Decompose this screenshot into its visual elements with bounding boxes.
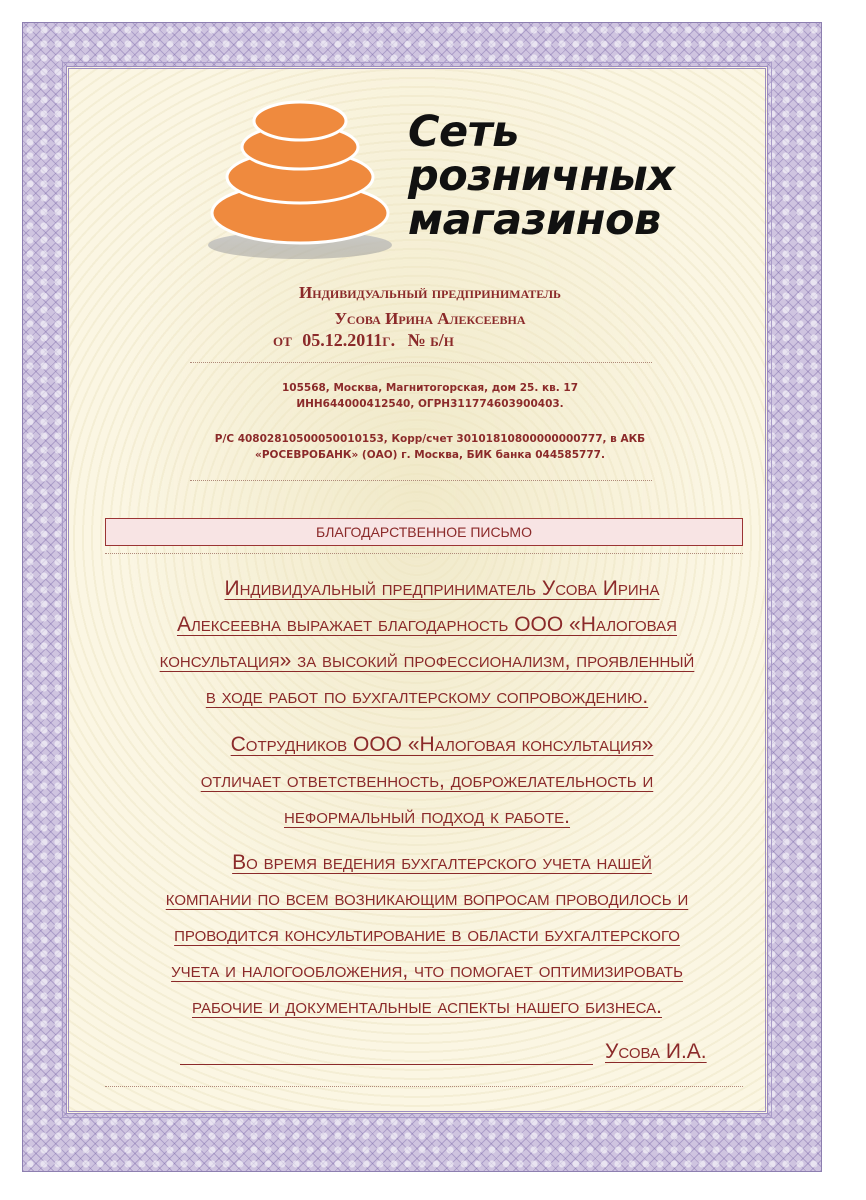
paragraph-3 <box>112 845 742 1025</box>
paragraph-2 <box>112 727 742 835</box>
paragraph-line: рабочие и документальные аспекты нашего бизнеса. <box>191 995 663 1018</box>
paragraph-line: консультация» за высокий профессионализм, проявленный <box>159 649 695 672</box>
paragraph-line: компании по всем возникающим вопросам проводилось и <box>165 887 689 910</box>
stacked-discs-logo-icon <box>205 95 395 265</box>
divider <box>190 362 652 363</box>
divider <box>190 480 652 481</box>
entity-name: Усова Ирина Алексеевна <box>334 309 526 328</box>
letter-date-line <box>273 330 454 351</box>
logo-line-3: магазинов <box>408 195 661 245</box>
address-line: 105568, Москва, Магнитогорская, дом 25. кв. 17 <box>281 382 579 394</box>
bank-name-line: «РОСЕВРОБАНК» (ОАО) г. Москва, БИК банка 044585777. <box>255 449 605 461</box>
paragraph-line: проводится консультирование в области бухгалтерского <box>174 923 680 946</box>
bank-account-line: Р/С 40802810500050010153, Корр/счет 30101810800000000777, в АКБ <box>214 433 646 445</box>
logo-line-2: розничных <box>408 151 675 201</box>
divider <box>105 1086 743 1087</box>
from-label: от <box>273 330 292 350</box>
paragraph-line: в ходе работ по бухгалтерскому сопровождению. <box>205 685 649 708</box>
paragraph-1 <box>112 571 742 715</box>
paragraph-line: неформальный подход к работе. <box>283 805 571 828</box>
entity-type: Индивидуальный предприниматель <box>299 283 561 302</box>
paragraph-line: Во время ведения бухгалтерского учета нашей <box>232 851 652 874</box>
paragraph-line: Сотрудников ООО «Налоговая консультация» <box>230 733 654 756</box>
logo-line-1: Сеть <box>408 107 519 157</box>
signature-name: Усова И.А. <box>605 1040 707 1063</box>
inn-line: ИНН644000412540, ОГРН311774603900403. <box>296 398 564 410</box>
paragraph-line: учета и налогообложения, что помогает оптимизировать <box>171 959 683 982</box>
paragraph-line: Индивидуальный предприниматель Усова Ирина <box>224 577 660 600</box>
letter-date: 05.12.2011г. <box>302 330 396 350</box>
paragraph-line: отличает ответственность, доброжелательность и <box>200 769 654 792</box>
bank-block <box>190 431 670 463</box>
divider <box>105 553 743 554</box>
letter-title: БЛАГОДАРСТВЕННОЕ ПИСЬМО <box>105 518 743 546</box>
letter-number: № б/н <box>407 330 454 350</box>
signature-line <box>180 1064 593 1065</box>
logo-text <box>408 107 675 245</box>
address-block <box>190 380 670 412</box>
paragraph-line: Алексеевна выражает благодарность ООО «Налоговая <box>176 613 678 636</box>
